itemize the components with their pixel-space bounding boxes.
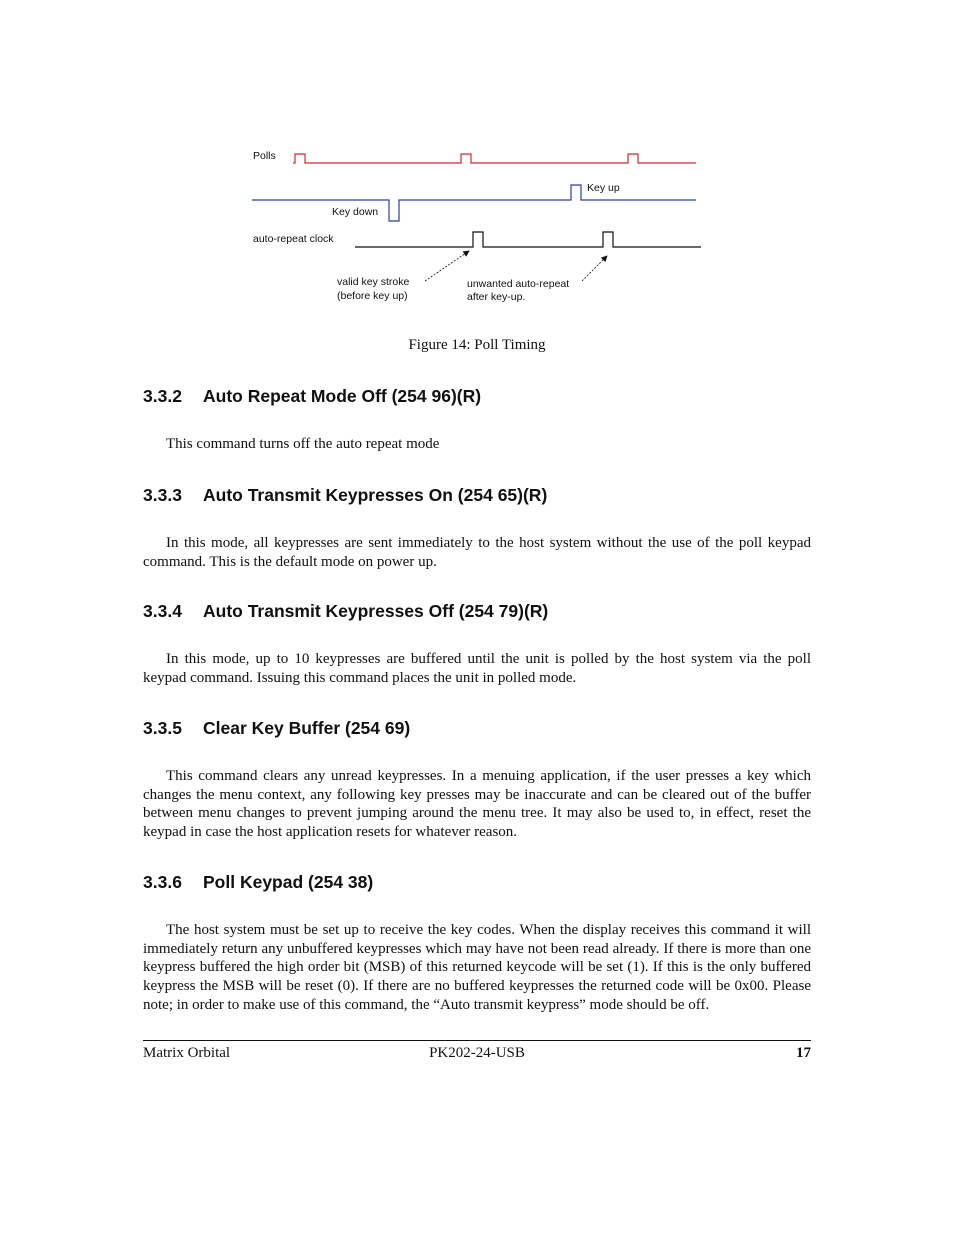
key-down-label: Key down	[332, 206, 379, 218]
timing-diagram	[240, 140, 710, 310]
valid-keystroke-note: valid key stroke	[337, 276, 410, 288]
section-body: In this mode, all keypresses are sent immediately to the host system without the use of the poll keypad command. This is the default mode on power up.	[143, 535, 811, 570]
section-number: 3.3.6	[143, 872, 182, 892]
footer-product: PK202-24-USB	[429, 1045, 525, 1061]
section-3-3-6	[143, 872, 811, 1015]
section-3-3-4	[143, 601, 811, 687]
section-heading	[143, 485, 811, 506]
section-heading	[143, 601, 811, 622]
section-number: 3.3.5	[143, 718, 182, 738]
page-number: 17	[796, 1045, 811, 1061]
section-title: Clear Key Buffer (254 69)	[203, 718, 411, 738]
section-body: The host system must be set up to receive the key codes. When the display receives this command it will immediately return any unbuffered keypresses which may have not been read already. If there is more than one keypress buffered the high order bit (MSB) of this returned keycode will be set (1). If this is the only buffered keypress the MSB will be reset (0). If there are no buffered keypresses the returned code will be 0x00. Please note; in order to make use of this command, the “Auto transmit keypress” mode should be off.	[143, 922, 811, 1013]
section-heading	[143, 718, 811, 739]
section-heading	[143, 872, 811, 893]
unwanted-repeat-note-2: after key-up.	[467, 291, 526, 303]
figure-caption: Figure 14: Poll Timing	[408, 337, 546, 353]
valid-arrow	[425, 251, 469, 281]
section-number: 3.3.2	[143, 386, 182, 406]
valid-keystroke-note-2: (before key up)	[337, 290, 408, 302]
unwanted-arrow	[582, 256, 607, 281]
auto-repeat-clock-label: auto-repeat clock	[253, 233, 334, 245]
section-3-3-2	[143, 386, 811, 454]
section-body: This command turns off the auto repeat mode	[166, 436, 440, 452]
section-title: Poll Keypad (254 38)	[203, 872, 374, 892]
section-title: Auto Repeat Mode Off (254 96)(R)	[203, 386, 482, 406]
section-number: 3.3.4	[143, 601, 182, 621]
polls-waveform	[293, 154, 696, 163]
section-title: Auto Transmit Keypresses Off (254 79)(R)	[203, 601, 549, 621]
section-heading	[143, 386, 811, 407]
section-body: This command clears any unread keypresses. In a menuing application, if the user presses a key which changes the menu context, any following key presses may be inaccurate and can be cleared out of the buffer between menu changes to prevent jumping around the menu tree. It may also be used to, in effect, reset the keypad in case the host application resets for whatever reason.	[143, 768, 811, 841]
section-3-3-3	[143, 485, 811, 571]
footer-rule	[143, 1040, 811, 1041]
poll-timing-figure	[240, 140, 710, 310]
key-up-label: Key up	[587, 182, 620, 194]
footer-company: Matrix Orbital	[143, 1045, 231, 1061]
polls-label: Polls	[253, 150, 276, 162]
section-number: 3.3.3	[143, 485, 182, 505]
section-title: Auto Transmit Keypresses On (254 65)(R)	[203, 485, 548, 505]
section-body: In this mode, up to 10 keypresses are buffered until the unit is polled by the host system via the poll keypad command. Issuing this command places the unit in polled mode.	[143, 651, 811, 686]
key-waveform	[252, 185, 696, 221]
section-3-3-5	[143, 718, 811, 842]
clock-waveform	[355, 232, 701, 247]
unwanted-repeat-note: unwanted auto-repeat	[467, 278, 570, 290]
